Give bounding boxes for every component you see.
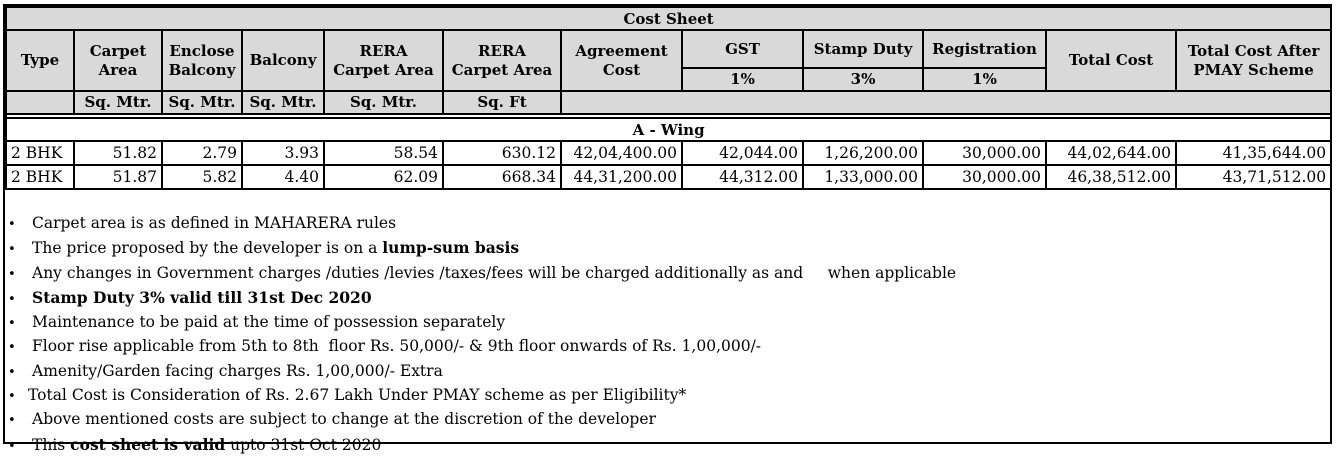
rate-gst: 1% xyxy=(682,68,803,91)
header-rera-carpet-area-sqft: RERA Carpet Area xyxy=(443,30,561,91)
cell-gst: 42,044.00 xyxy=(682,141,803,165)
note-text xyxy=(32,236,519,260)
note-text: Any changes in Government charges /duties /levies /taxes/fees will be charged additionally as and when applicable xyxy=(32,263,957,282)
note-text: Amenity/Garden facing charges Rs. 1,00,000/- Extra xyxy=(32,361,443,380)
bullet: • xyxy=(8,316,16,332)
note-text xyxy=(32,433,381,457)
note-item xyxy=(8,262,1328,286)
note-item xyxy=(8,433,1328,458)
cell-total-pmay: 41,35,644.00 xyxy=(1176,141,1331,165)
cell-total: 46,38,512.00 xyxy=(1046,165,1176,189)
note-item xyxy=(8,212,1328,236)
table-title: Cost Sheet xyxy=(6,7,1331,30)
note-item xyxy=(8,384,1328,408)
header-gst: GST xyxy=(682,30,803,68)
wing-label: A - Wing xyxy=(6,118,1331,141)
note-item xyxy=(8,286,1328,311)
cell-balcony: 4.40 xyxy=(242,165,324,189)
unit-carpet-area: Sq. Mtr. xyxy=(74,91,162,114)
cell-stamp: 1,33,000.00 xyxy=(803,165,923,189)
note-text-part: This xyxy=(32,435,71,454)
note-text-bold: lump-sum basis xyxy=(382,238,520,258)
cell-enclose: 2.79 xyxy=(162,141,242,165)
note-text: Stamp Duty 3% valid till 31st Dec 2020 xyxy=(32,287,372,307)
header-enclose-balcony: Enclose Balcony xyxy=(162,30,242,91)
note-text: Maintenance to be paid at the time of possession separately xyxy=(32,313,506,332)
unit-rera-sqft: Sq. Ft xyxy=(443,91,561,114)
cell-agreement: 44,31,200.00 xyxy=(561,165,682,189)
header-type: Type xyxy=(6,30,74,91)
note-text: Above mentioned costs are subject to change at the discretion of the developer xyxy=(32,410,656,429)
cell-total: 44,02,644.00 xyxy=(1046,141,1176,165)
cell-carpet: 51.82 xyxy=(74,141,162,165)
notes-list xyxy=(8,212,1328,458)
table-row xyxy=(6,165,1331,189)
cell-type: 2 BHK xyxy=(6,141,74,165)
note-text: Carpet area is as defined in MAHARERA rules xyxy=(32,214,397,232)
note-item xyxy=(8,408,1328,432)
cost-table xyxy=(5,6,1332,190)
note-item xyxy=(8,335,1328,359)
unit-enclose-balcony: Sq. Mtr. xyxy=(162,91,242,114)
unit-type-empty xyxy=(6,91,74,114)
bullet: • xyxy=(8,438,16,454)
header-carpet-area: Carpet Area xyxy=(74,30,162,91)
note-item xyxy=(8,236,1328,261)
header-stamp-duty: Stamp Duty xyxy=(803,30,923,68)
bullet: • xyxy=(8,266,16,282)
bullet: • xyxy=(8,364,16,380)
bullet: • xyxy=(8,242,16,258)
note-text: Total Cost is Consideration of Rs. 2.67 Lakh Under PMAY scheme as per Eligibility* xyxy=(28,386,687,405)
bullet: • xyxy=(8,413,16,429)
bullet: • xyxy=(8,291,16,307)
unit-balcony: Sq. Mtr. xyxy=(242,91,324,114)
note-item xyxy=(8,311,1328,335)
cost-sheet xyxy=(3,4,1332,454)
header-rera-carpet-area-sqm: RERA Carpet Area xyxy=(324,30,443,91)
cell-rera-sqm: 62.09 xyxy=(324,165,443,189)
cell-agreement: 42,04,400.00 xyxy=(561,141,682,165)
cell-rera-sqm: 58.54 xyxy=(324,141,443,165)
cell-rera-sqft: 630.12 xyxy=(443,141,561,165)
cell-rera-sqft: 668.34 xyxy=(443,165,561,189)
note-item xyxy=(8,360,1328,384)
cell-total-pmay: 43,71,512.00 xyxy=(1176,165,1331,189)
header-total-cost: Total Cost xyxy=(1046,30,1176,91)
header-total-cost-pmay: Total Cost After PMAY Scheme xyxy=(1176,30,1331,91)
bullet: • xyxy=(8,389,16,405)
rate-stamp-duty: 3% xyxy=(803,68,923,91)
cell-gst: 44,312.00 xyxy=(682,165,803,189)
table-row xyxy=(6,141,1331,165)
bullet: • xyxy=(8,217,16,232)
bullet: • xyxy=(8,340,16,356)
unit-blank xyxy=(561,91,1331,114)
rate-registration: 1% xyxy=(923,68,1046,91)
cell-balcony: 3.93 xyxy=(242,141,324,165)
cell-carpet: 51.87 xyxy=(74,165,162,189)
cell-registration: 30,000.00 xyxy=(923,165,1046,189)
cell-enclose: 5.82 xyxy=(162,165,242,189)
note-text-part: The price proposed by the developer is on a xyxy=(32,239,383,258)
cell-type: 2 BHK xyxy=(6,165,74,189)
cell-registration: 30,000.00 xyxy=(923,141,1046,165)
header-registration: Registration xyxy=(923,30,1046,68)
note-text: Floor rise applicable from 5th to 8th floor Rs. 50,000/- & 9th floor onwards of Rs. 1,00,000/- xyxy=(32,337,762,356)
header-agreement-cost: Agreement Cost xyxy=(561,30,682,91)
header-balcony: Balcony xyxy=(242,30,324,91)
cell-stamp: 1,26,200.00 xyxy=(803,141,923,165)
note-text-bold: cost sheet is valid xyxy=(70,434,226,454)
unit-rera-sqm: Sq. Mtr. xyxy=(324,91,443,114)
note-text-part: upto 31st Oct 2020 xyxy=(225,435,382,454)
